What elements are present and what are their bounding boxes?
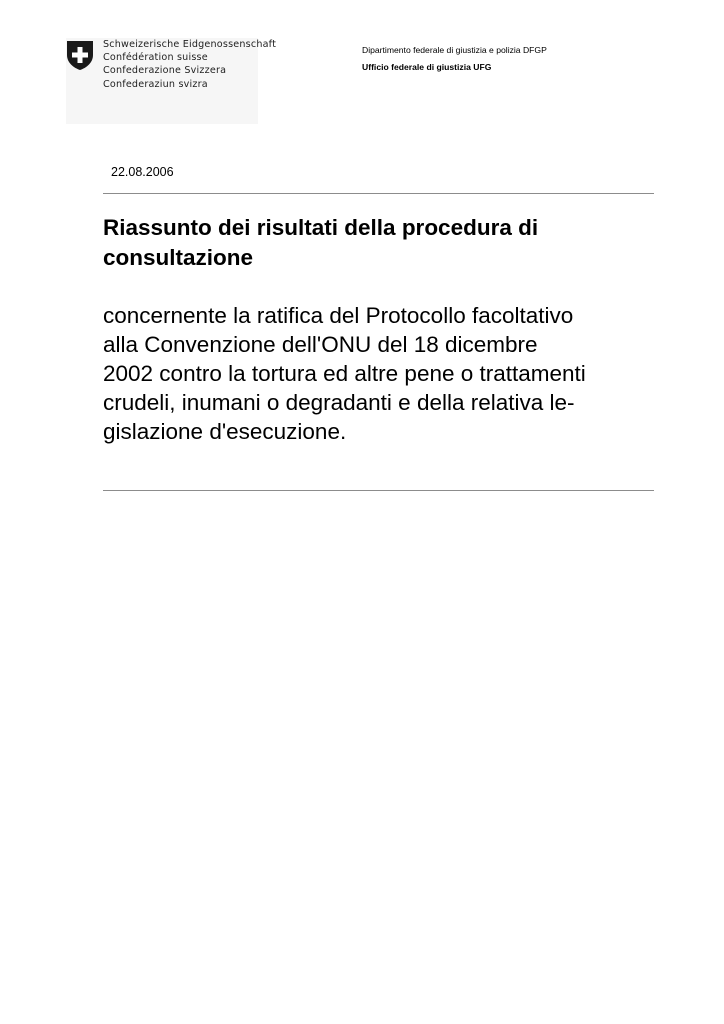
office-name: Ufficio federale di giustizia UFG: [362, 62, 492, 72]
federation-name-fr: Confédération suisse: [103, 52, 208, 64]
bottom-divider: [103, 490, 654, 491]
federation-names: [103, 38, 276, 91]
document-title: Riassunto dei risultati della procedura di consultazione: [103, 215, 539, 270]
department-block: [362, 42, 547, 76]
subtitle-line: crudeli, inumani o degradanti e della relativa le-: [103, 390, 575, 415]
swiss-coat-of-arms-icon: [66, 39, 94, 71]
federation-name-it: Confederazione Svizzera: [103, 65, 227, 77]
department-name: Dipartimento federale di giustizia e polizia DFGP: [362, 45, 547, 55]
federation-name-rm: Confederaziun svizra: [103, 78, 208, 90]
document-subtitle: [103, 301, 663, 446]
top-divider: [103, 193, 654, 194]
federal-logo: [66, 38, 277, 124]
subtitle-line: alla Convenzione dell'ONU del 18 dicembre: [103, 332, 538, 357]
federation-name-de: Schweizerische Eidgenossenschaft: [103, 39, 277, 50]
subtitle-line: concernente la ratifica del Protocollo facoltativo: [103, 303, 574, 328]
subtitle-line: 2002 contro la tortura ed altre pene o trattamenti: [103, 361, 586, 386]
document-date: 22.08.2006: [111, 165, 174, 179]
subtitle-line: gislazione d'esecuzione.: [103, 419, 347, 444]
